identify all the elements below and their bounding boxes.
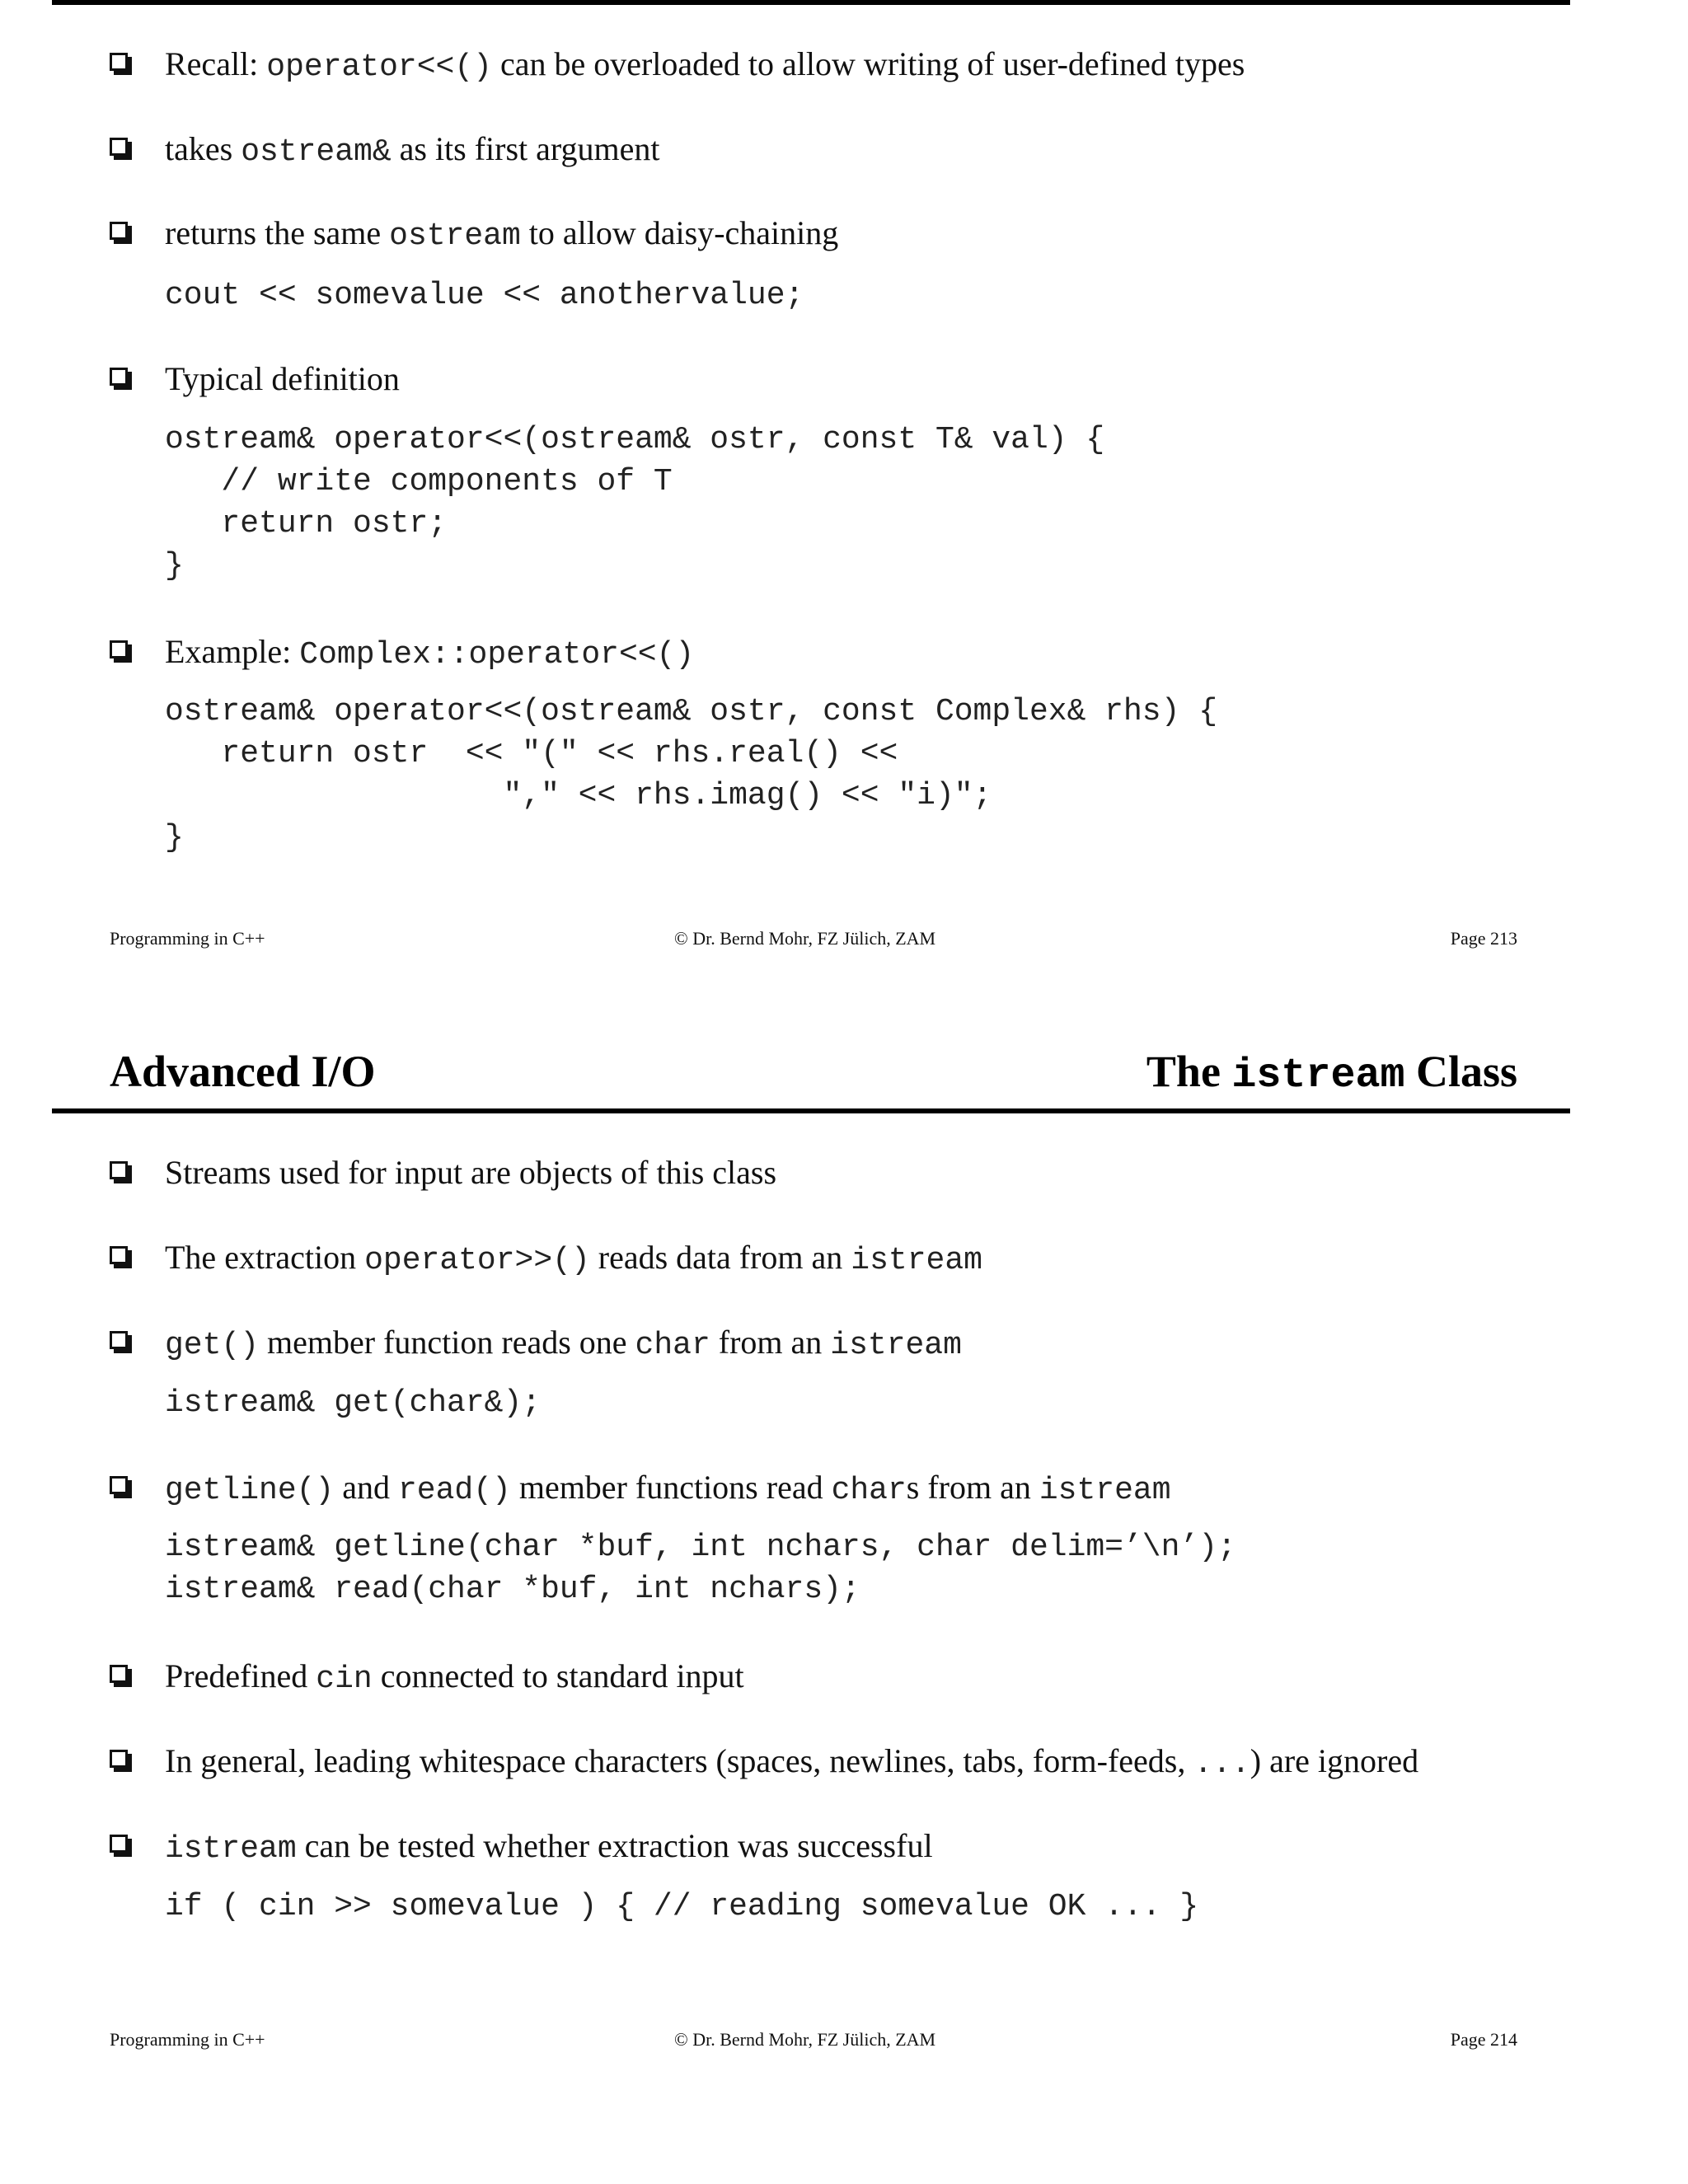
checkbox-bullet-icon [110,1835,128,1853]
inline-code: getline() [165,1473,335,1508]
bullet-text [165,43,1245,89]
inline-code: char [635,1328,710,1363]
bullet-text [165,1655,744,1701]
footer-left: Programming in C++ [110,2029,265,2050]
inline-code: operator<<() [266,49,492,85]
checkbox-bullet-icon [110,640,128,658]
inline-code: istream [165,1831,297,1867]
bullet-text [165,1740,1418,1786]
bullet-text-segment: connected to standard input [372,1657,744,1694]
inline-code: ostream& [241,134,392,170]
bullet-text-segment: takes [165,130,241,167]
footer-center: © Dr. Bernd Mohr, FZ Jülich, ZAM [674,928,936,949]
checkbox-bullet-icon [110,368,128,386]
inline-code: istream [830,1328,962,1363]
inline-code: cin [316,1661,373,1697]
bullet-text [165,1236,982,1282]
bullet-text [165,212,838,258]
bullet-text-segment: returns the same [165,214,390,251]
checkbox-bullet-icon [110,53,128,71]
top-rule [52,0,1570,5]
slide-title [1146,1045,1517,1103]
bullet-text-segment: In general, leading whitespace characters (spaces, newlines, tabs, form-feeds, [165,1742,1194,1779]
bullet-text-segment: and [334,1469,398,1506]
code-typical-definition: ostream& operator<<(ostream& ostr, const T& val) { // write components of T return ostr; } [165,422,1105,583]
bullet-text-segment: The extraction [165,1239,365,1276]
inline-code: ostream [389,218,521,254]
checkbox-bullet-icon [110,1476,128,1494]
bullet-text-segment: Predefined [165,1657,316,1694]
bullet-text [165,358,400,401]
bullet-text-segment: as its first argument [391,130,660,167]
slide-title-suffix: Class [1404,1047,1517,1096]
bullet-text-segment: member function reads one [259,1324,635,1361]
bullet-text-segment: to allow daisy-chaining [520,214,839,251]
footer-page-number: Page 214 [1450,2029,1517,2050]
checkbox-bullet-icon [110,1665,128,1683]
inline-code: istream [851,1243,982,1278]
inline-code: operator>>() [364,1243,590,1278]
code-getline-read: istream& getline(char *buf, int nchars, char delim=’\n’); istream& read(char *buf, int nchars); [165,1530,1236,1607]
bullet-text-segment: from an [710,1324,831,1361]
code-daisy-chain: cout << somevalue << anothervalue; [165,278,804,313]
checkbox-bullet-icon [110,1161,128,1179]
footer-left: Programming in C++ [110,928,265,949]
inline-code: read() [398,1473,511,1508]
inline-code: char [831,1473,907,1508]
code-extraction-test: if ( cin >> somevalue ) { // reading somevalue OK ... } [165,1889,1199,1924]
slide-title-code: istream [1231,1052,1405,1099]
bullet-text [165,1151,776,1194]
bullet-text-segment: ) are ignored [1250,1742,1419,1779]
code-get: istream& get(char&); [165,1385,542,1421]
bullet-text-segment: can be overloaded to allow writing of user-defined types [491,45,1245,82]
inline-code: Complex::operator<<() [299,637,695,673]
footer-page-number: Page 213 [1450,928,1517,949]
bullet-text [165,630,694,677]
bullet-text-segment: Example: [165,633,300,670]
bullet-text-segment: Typical definition [165,360,400,397]
bullet-text-segment: can be tested whether extraction was successful [296,1827,933,1864]
checkbox-bullet-icon [110,1246,128,1264]
code-complex-example: ostream& operator<<(ostream& ostr, const Complex& rhs) { return ostr << "(" << rhs.real() << "," << rhs.imag() << "i)"; } [165,694,1218,855]
bullet-text-segment: reads data from an [589,1239,851,1276]
inline-code: get() [165,1328,260,1363]
checkbox-bullet-icon [110,138,128,156]
bullet-text-segment: Recall: [165,45,267,82]
inline-code: ... [1193,1746,1250,1782]
bullet-text [165,1825,933,1871]
bullet-text [165,1321,962,1367]
section-title: Advanced I/O [110,1047,376,1096]
bullet-text-segment: member functions read [510,1469,832,1506]
checkbox-bullet-icon [110,1750,128,1768]
checkbox-bullet-icon [110,1331,128,1349]
slide-title-prefix: The [1146,1047,1232,1096]
footer-center: © Dr. Bernd Mohr, FZ Jülich, ZAM [674,2029,936,2050]
bullet-text [165,1466,1171,1512]
bullet-text-segment: Streams used for input are objects of this class [165,1154,777,1191]
bullet-text [165,128,660,174]
title-rule [52,1108,1570,1113]
inline-code: istream [1039,1473,1171,1508]
checkbox-bullet-icon [110,222,128,240]
bullet-text-segment: s from an [906,1469,1039,1506]
